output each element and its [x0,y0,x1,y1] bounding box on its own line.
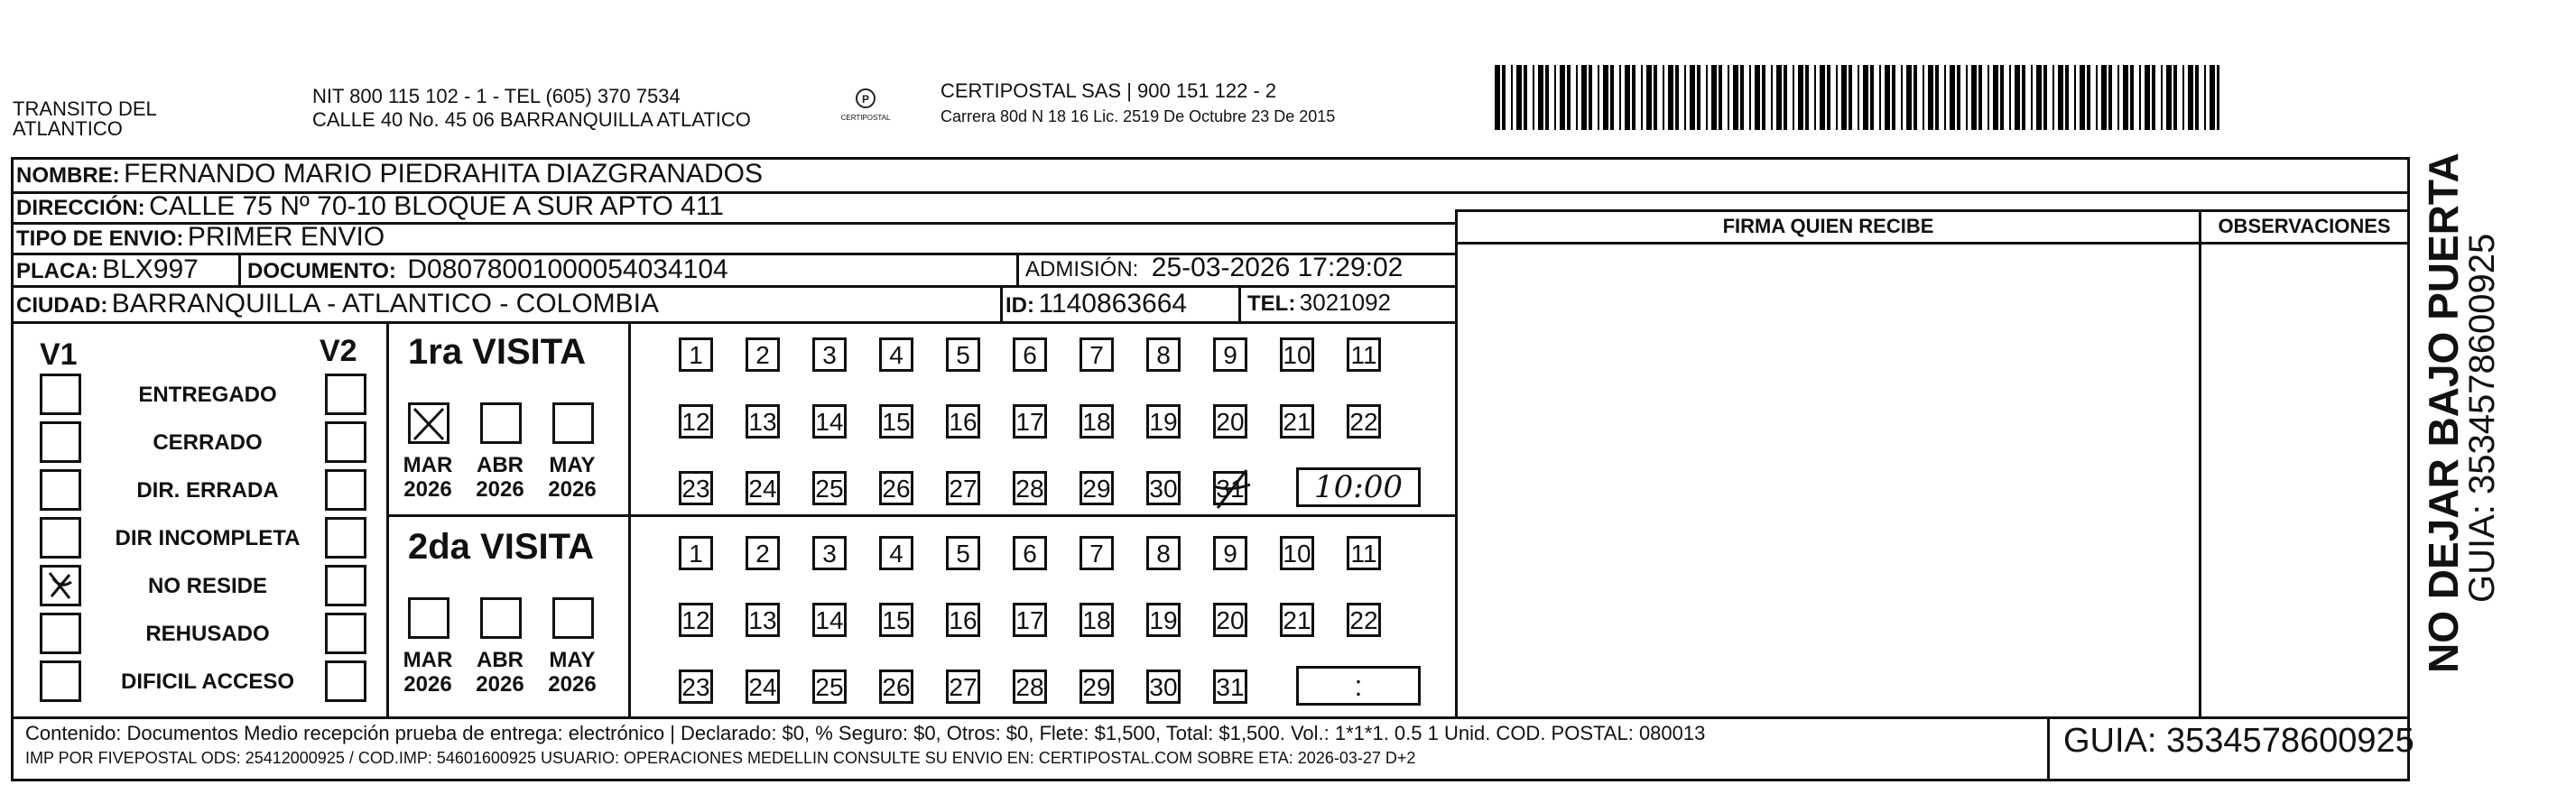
month-name: MAR [403,453,453,477]
v2-checkbox-entregado[interactable] [325,374,366,415]
first-visit-day-22[interactable]: 22 [1347,404,1381,439]
tipo-row [16,222,385,253]
second-visit-day-16[interactable]: 16 [946,603,980,637]
barcode-bar [1728,65,1729,130]
v2-checkbox-cerrado[interactable] [325,421,366,463]
first-visit-day-19[interactable]: 19 [1146,404,1181,439]
second-visit-month-checkbox-may[interactable] [552,597,594,639]
second-visit-day-27[interactable]: 27 [946,670,980,704]
barcode-bar [1668,65,1673,130]
second-visit-day-26[interactable]: 26 [879,670,913,704]
barcode-bar [2173,65,2177,130]
second-visit-day-4[interactable]: 4 [879,536,913,570]
barcode-bar [1913,65,1917,130]
barcode-bar [2145,65,2150,130]
barcode-bar [2188,65,2193,130]
tel-value: 3021092 [1299,289,1392,316]
second-visit-month-label [401,648,455,697]
second-visit-day-30[interactable]: 30 [1146,670,1181,704]
second-visit-day-31[interactable]: 31 [1213,670,1247,704]
barcode-bar [1740,65,1744,130]
barcode-bar [1554,65,1556,130]
sender-name-line2: ATLANTICO [13,117,123,140]
first-visit-day-29[interactable]: 29 [1080,471,1114,505]
first-visit-day-23[interactable]: 23 [679,471,713,505]
second-visit-day-6[interactable]: 6 [1013,536,1047,570]
barcode-bar [2058,65,2063,130]
barcode-bar [2065,65,2069,130]
divider [238,253,241,285]
first-visit-day-30[interactable]: 30 [1146,471,1181,505]
first-visit-day-18[interactable]: 18 [1080,404,1114,439]
barcode-bar [1944,65,1946,130]
v2-checkbox-no-reside[interactable] [325,565,366,606]
barcode-bar [2195,65,2199,130]
barcode-bar [1560,65,1565,130]
first-visit-title: 1ra VISITA [408,332,587,372]
barcode-bar [1858,65,1859,130]
second-visit-day-25[interactable]: 25 [812,670,847,704]
nombre-label: NOMBRE: [16,163,120,188]
barcode-bar [2052,65,2054,130]
barcode-bar [1663,65,1664,130]
tipo-label: TIPO DE ENVIO: [16,226,184,251]
v2-checkbox-dificil-acceso[interactable] [325,660,366,702]
first-visit-day-7[interactable]: 7 [1080,337,1114,372]
first-visit-day-9[interactable]: 9 [1213,337,1247,372]
divider [2199,209,2201,716]
second-visit-title: 2da VISITA [408,527,594,567]
id-row [1005,289,1187,319]
first-visit-day-4[interactable]: 4 [879,337,913,372]
second-visit-day-12[interactable]: 12 [679,603,713,637]
second-visit-day-13[interactable]: 13 [746,603,780,637]
second-visit-day-8[interactable]: 8 [1146,536,1181,570]
divider [1016,253,1019,285]
svg-text:P: P [861,93,870,106]
footer-imp: IMP POR FIVEPOSTAL ODS: 25412000925 / COD.IMP: 54601600925 USUARIO: OPERACIONES MEDELLIN CONSULTE SU ENVIO EN: CERTIPOSTAL.COM SOBRE ETA: 2026-03-27 D+2 [25,749,1416,767]
barcode-bar [2022,65,2025,130]
barcode-bar [1589,65,1592,130]
barcode-bar [1538,65,1543,130]
barcode-bar [1690,65,1695,130]
barcode-bar [1576,65,1578,130]
first-visit-day-15[interactable]: 15 [879,404,913,439]
barcode-bar [2139,65,2141,130]
month-name: MAR [403,648,453,672]
second-visit-day-17[interactable]: 17 [1013,603,1047,637]
first-visit-month-label [473,453,527,502]
barcode-bar [1619,65,1621,130]
first-visit-day-1[interactable]: 1 [679,337,713,372]
divider [2047,716,2050,781]
second-visit-day-20[interactable]: 20 [1213,603,1247,637]
second-visit-month-checkbox-mar[interactable] [408,597,449,639]
status-label: CERRADO [153,430,263,455]
second-visit-day-1[interactable]: 1 [679,536,713,570]
month-name: MAY [549,453,596,477]
side-guia: GUIA: 3534578600925 [2462,233,2502,603]
divider [11,321,1455,324]
barcode-bar [1849,65,1852,130]
second-visit-day-3[interactable]: 3 [812,536,847,570]
id-value: 1140863664 [1038,289,1188,319]
logo-text: CERTIPOSTAL [840,114,891,122]
second-visit-day-29[interactable]: 29 [1080,670,1114,704]
first-visit-day-25[interactable]: 25 [812,471,847,505]
barcode-bar [1706,65,1708,130]
barcode-bar [1879,65,1881,130]
company-line: CERTIPOSTAL SAS | 900 151 122 - 2 [941,79,1277,102]
status-label: DIR INCOMPLETA [115,526,301,550]
barcode-bar [1988,65,1989,130]
barcode-bar [1749,65,1751,130]
strike-mark-icon [1210,468,1256,521]
month-year: 2026 [548,477,597,502]
observaciones-header: OBSERVACIONES [2218,215,2391,237]
second-visit-month-checkbox-abr[interactable] [480,597,522,639]
barcode-bar [1870,65,1874,130]
first-visit-month-checkbox-may[interactable] [552,402,594,444]
first-visit-day-10[interactable]: 10 [1280,337,1314,372]
barcode-bar [1805,65,1809,130]
barcode-bar [1719,65,1722,130]
second-visit-day-24[interactable]: 24 [746,670,780,704]
barcode-bar [2096,65,2098,130]
barcode-bar [1654,65,1657,130]
status-label: DIR. ERRADA [136,478,279,503]
v2-checkbox-dir-incompleta[interactable] [325,517,366,559]
sender-address: CALLE 40 No. 45 06 BARRANQUILLA ATLATICO [312,108,751,131]
month-year: 2026 [476,477,524,502]
barcode-bar [1711,65,1717,130]
barcode-bar [1863,65,1868,130]
barcode-bar [1993,65,1998,130]
documento-row [247,254,728,285]
barcode-bar [1906,65,1912,130]
footer-content: Contenido: Documentos Medio recepción prueba de entrega: electrónico | Declarado: $0, % Seguro: $0, Otros: $0, Flete: $1,500, Total: $1,500. Vol.: 1*1*1. 0.5 1 Unid. COD. POSTAL: 080013 [25,722,1706,744]
barcode-bar [2217,65,2219,130]
side-warning: NO DEJAR BAJO PUERTA [2420,152,2467,673]
barcode-bar [1762,65,1765,130]
barcode-bar [2101,65,2107,130]
barcode [1493,65,2226,130]
barcode-bar [2166,65,2172,130]
second-visit-day-11[interactable]: 11 [1347,536,1381,570]
tel-row [1247,289,1391,317]
barcode-bar [2000,65,2004,130]
first-visit-day-16[interactable]: 16 [946,404,980,439]
month-year: 2026 [476,672,524,697]
certipostal-logo [825,85,906,130]
second-visit-day-14[interactable]: 14 [812,603,847,637]
month-year: 2026 [548,672,597,697]
barcode-bar [1495,65,1500,130]
tipo-value: PRIMER ENVIO [187,222,385,252]
first-visit-month-label [401,453,455,502]
first-visit-day-5[interactable]: 5 [946,337,980,372]
barcode-bar [1957,65,1960,130]
divider [11,716,2410,719]
first-visit-day-12[interactable]: 12 [679,404,713,439]
barcode-bar [1533,65,1534,130]
sender-name-line1: TRANSITO DEL [13,97,157,120]
second-visit-month-label [545,648,599,697]
barcode-bar [1798,65,1803,130]
barcode-bar [2015,65,2020,130]
second-visit-day-2[interactable]: 2 [746,536,780,570]
first-visit-time-box[interactable]: 10:00 [1296,467,1421,507]
documento-value: D080780010000540341​04 [407,254,728,284]
guia-footer: GUIA: 3534578600925 [2063,722,2414,760]
first-visit-month-checkbox-abr[interactable] [480,402,522,444]
first-visit-month-checkbox-mar[interactable] [408,402,449,444]
barcode-bar [1771,65,1773,130]
first-visit-day-14[interactable]: 14 [812,404,847,439]
barcode-bar [1827,65,1830,130]
barcode-bar [1733,65,1738,130]
divider [628,321,631,716]
barcode-bar [1697,65,1700,130]
barcode-bar [2152,65,2155,130]
first-visit-day-26[interactable]: 26 [879,471,913,505]
ciudad-row [16,289,659,319]
barcode-bar [1641,65,1643,130]
status-label: DIFICIL ACCESO [120,670,294,694]
divider [1238,285,1241,321]
first-visit-day-6[interactable]: 6 [1013,337,1047,372]
firma-header: FIRMA QUIEN RECIBE [1722,215,1934,237]
license-line: Carrera 80d N 18 16 Lic. 2519 De Octubre 23 De 2015 [941,107,1336,125]
v1-header: V1 [40,337,78,372]
barcode-bar [1567,65,1571,130]
direccion-row [16,191,724,222]
first-visit-day-17[interactable]: 17 [1013,404,1047,439]
barcode-bar [1814,65,1816,130]
first-visit-day-27[interactable]: 27 [946,471,980,505]
tel-label: TEL: [1247,291,1296,316]
month-name: MAY [549,648,596,672]
barcode-bar [2031,65,2033,130]
certipostal-logo-icon [825,85,906,130]
first-visit-day-8[interactable]: 8 [1146,337,1181,372]
second-visit-day-10[interactable]: 10 [1280,536,1314,570]
barcode-bar [2182,65,2184,130]
barcode-bar [1511,65,1513,130]
barcode-bar [1923,65,1924,130]
second-visit-day-22[interactable]: 22 [1347,603,1381,637]
first-visit-day-21[interactable]: 21 [1280,404,1314,439]
second-visit-day-15[interactable]: 15 [879,603,913,637]
v2-checkbox-dir-errada[interactable] [325,469,366,511]
first-visit-day-28[interactable]: 28 [1013,471,1047,505]
nombre-value: FERNANDO MARIO PIEDRAHITA DIAZGRANADOS [124,159,763,189]
second-visit-day-7[interactable]: 7 [1080,536,1114,570]
barcode-bar [1755,65,1760,130]
barcode-bar [1841,65,1847,130]
sender-nit: NIT 800 115 102 - 1 - TEL (605) 370 7534 [312,85,681,107]
month-name: ABR [477,453,524,477]
v2-checkbox-rehusado[interactable] [325,613,366,654]
second-visit-day-28[interactable]: 28 [1013,670,1047,704]
first-visit-day-31[interactable] [1213,471,1247,505]
day-number: 31 [1216,475,1245,503]
ciudad-value: BARRANQUILLA - ATLANTICO - COLOMBIA [111,289,660,319]
barcode-bar [1625,65,1630,130]
barcode-bar [1598,65,1599,130]
barcode-bar [1516,65,1522,130]
nombre-row [16,159,763,189]
id-label: ID: [1005,293,1034,318]
frame-left [11,157,14,781]
barcode-bar [1581,65,1587,130]
second-visit-time-box[interactable]: : [1296,666,1421,706]
frame-right [2407,157,2410,781]
divider [1000,285,1003,321]
first-visit-day-3[interactable]: 3 [812,337,847,372]
barcode-bar [1928,65,1933,130]
barcode-bar [2210,65,2215,130]
first-visit-day-2[interactable]: 2 [746,337,780,372]
month-year: 2026 [403,477,452,502]
barcode-bar [2036,65,2042,130]
barcode-bar [1966,65,1968,130]
barcode-bar [1935,65,1939,130]
divider [386,321,389,716]
divider [1455,242,2410,245]
barcode-bar [1892,65,1895,130]
barcode-bar [2123,65,2128,130]
first-visit-day-20[interactable]: 20 [1213,404,1247,439]
placa-label: PLACA: [16,259,98,283]
ciudad-label: CIUDAD: [16,293,108,318]
second-visit-day-23[interactable]: 23 [679,670,713,704]
barcode-bar [2117,65,2119,130]
barcode-bar [2108,65,2112,130]
second-visit-month-label [473,648,527,697]
divider [1455,209,2410,212]
barcode-bar [2161,65,2163,130]
admision-label: ADMISIÓN: [1025,257,1139,282]
frame-bottom [11,779,2410,781]
barcode-bar [1776,65,1782,130]
barcode-bar [1793,65,1794,130]
v2-header: V2 [320,334,357,368]
barcode-bar [1502,65,1506,130]
barcode-bar [1524,65,1527,130]
barcode-bar [2043,65,2047,130]
second-visit-day-18[interactable]: 18 [1080,603,1114,637]
barcode-bar [2074,65,2076,130]
barcode-bar [2130,65,2134,130]
divider [386,514,1455,517]
first-visit-day-24[interactable]: 24 [746,471,780,505]
barcode-bar [1978,65,1982,130]
barcode-bar [1675,65,1679,130]
direccion-label: DIRECCIÓN: [16,196,145,220]
barcode-bar [1836,65,1838,130]
documento-label: DOCUMENTO: [247,259,396,283]
barcode-bar [2204,65,2206,130]
divider [1455,209,1458,716]
barcode-bar [1610,65,1614,130]
month-year: 2026 [403,672,452,697]
barcode-bar [1545,65,1549,130]
barcode-bar [1885,65,1890,130]
placa-value: BLX997 [102,254,199,284]
second-visit-day-5[interactable]: 5 [946,536,980,570]
status-label: ENTREGADO [138,383,277,407]
barcode-bar [2009,65,2011,130]
barcode-bar [1901,65,1903,130]
direccion-value: CALLE 75 Nº 70-10 BLOQUE A SUR APTO 411 [149,191,724,221]
second-visit-day-9[interactable]: 9 [1213,536,1247,570]
barcode-bar [2087,65,2090,130]
month-name: ABR [477,648,524,672]
placa-row [16,254,199,285]
barcode-bar [1784,65,1787,130]
barcode-bar [1646,65,1652,130]
first-visit-day-13[interactable]: 13 [746,404,780,439]
barcode-bar [1950,65,1955,130]
first-visit-month-label [545,453,599,502]
status-label: NO RESIDE [147,574,268,598]
admision-row [1025,253,1403,283]
barcode-bar [1632,65,1635,130]
barcode-bar [2080,65,2085,130]
barcode-bar [1684,65,1686,130]
barcode-bar [1820,65,1825,130]
second-visit-day-21[interactable]: 21 [1280,603,1314,637]
x-mark-icon [411,405,447,441]
barcode-bar [1971,65,1977,130]
admision-value: 25-03-2026 17:29:02 [1151,253,1404,282]
second-visit-day-19[interactable]: 19 [1146,603,1181,637]
barcode-bar [1603,65,1608,130]
first-visit-day-11[interactable]: 11 [1347,337,1381,372]
status-label: REHUSADO [145,622,270,646]
